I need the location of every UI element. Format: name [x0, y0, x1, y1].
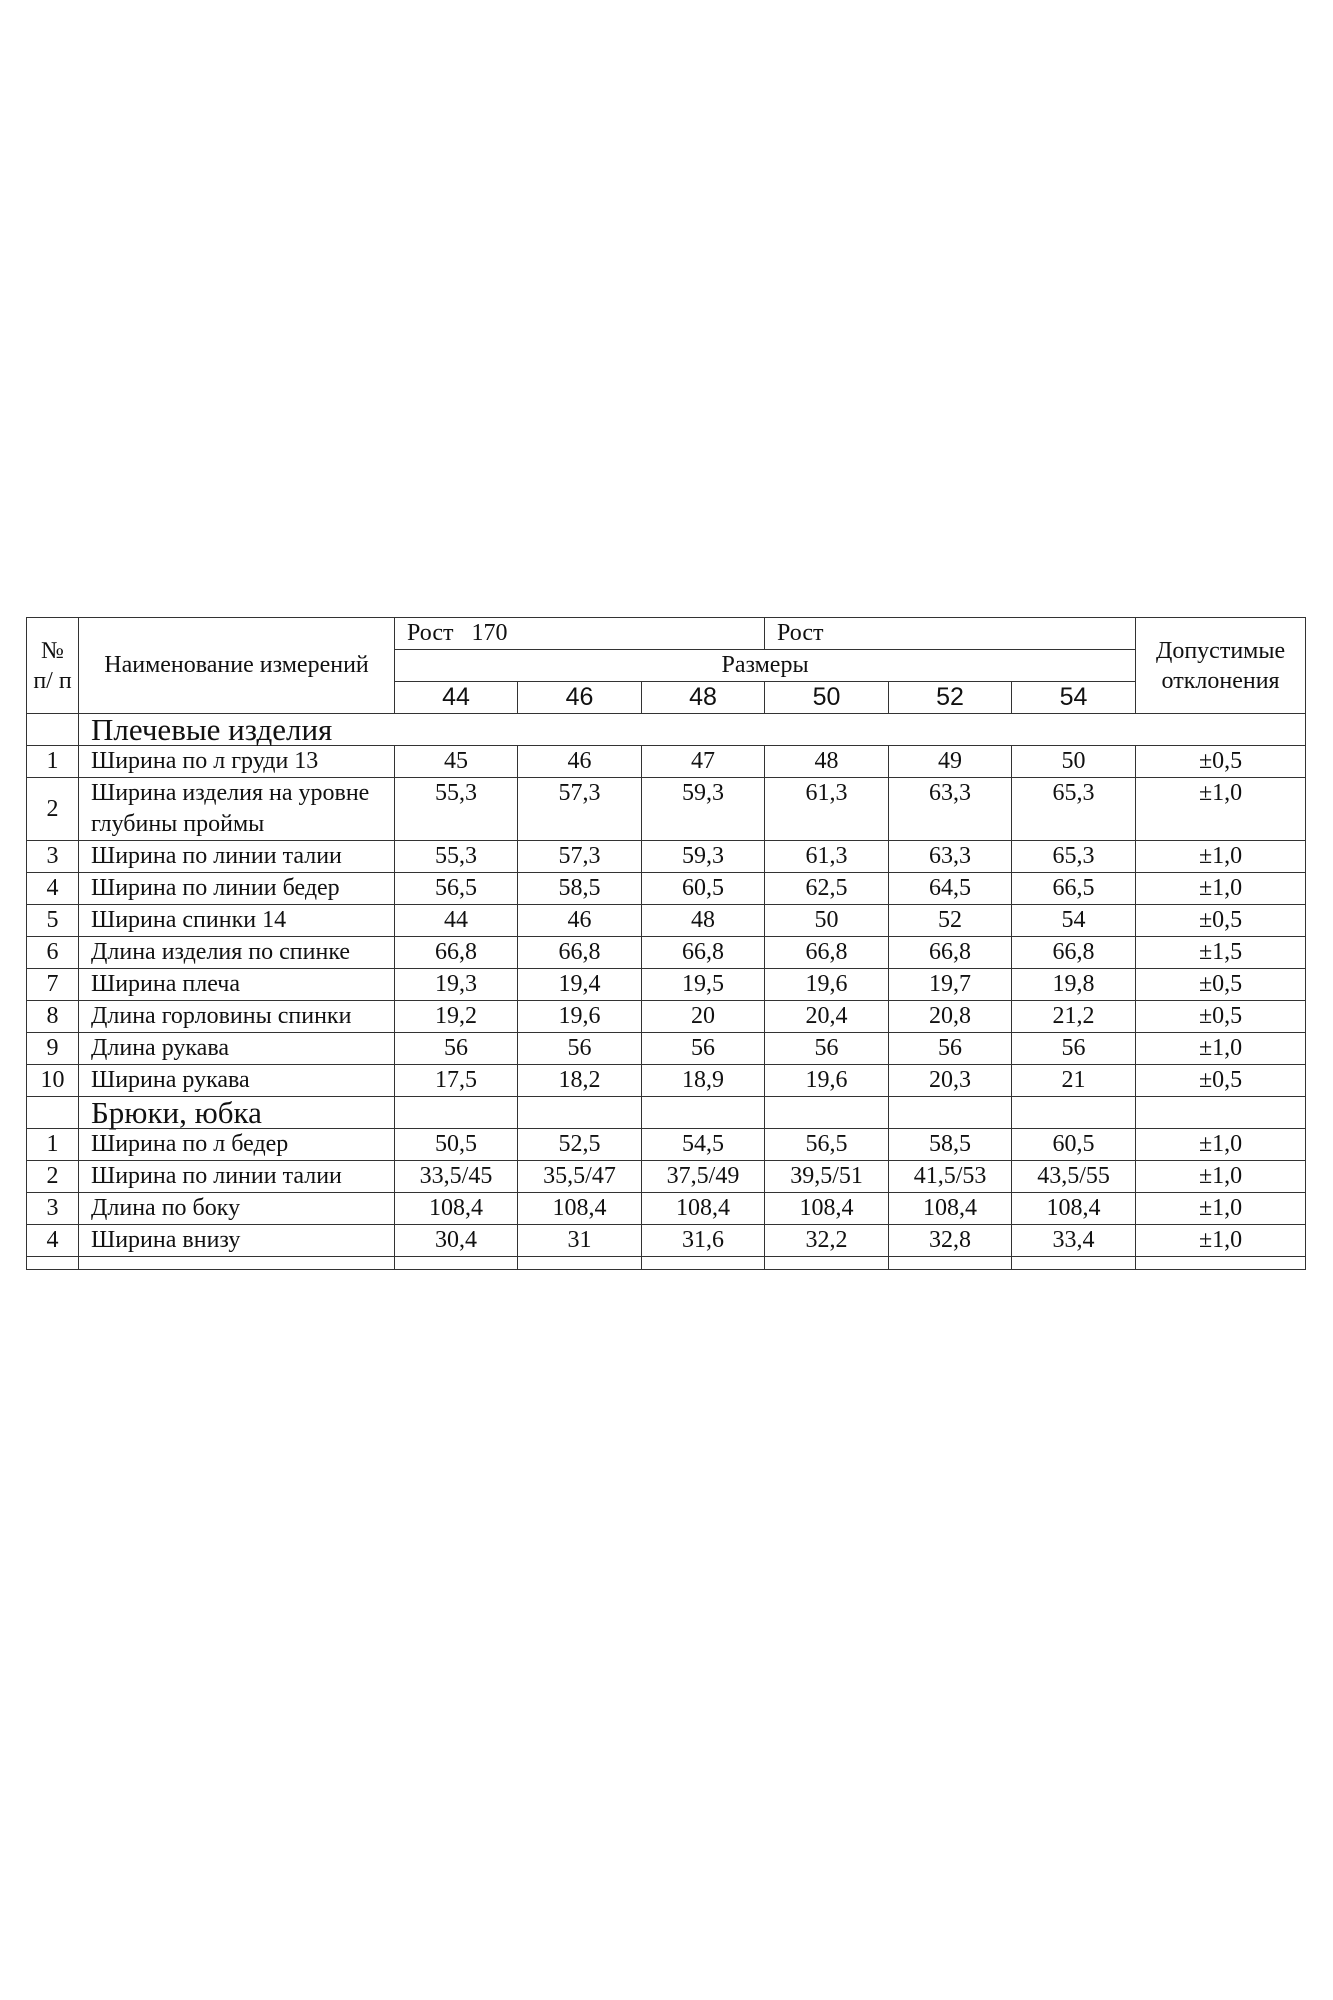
measurement-value: 59,3	[642, 778, 765, 841]
row-number: 5	[27, 905, 79, 937]
measurement-value: 63,3	[889, 841, 1012, 873]
measurement-value: 46	[518, 746, 642, 778]
tolerance-value: ±1,0	[1136, 1129, 1306, 1161]
measurement-value: 19,7	[889, 969, 1012, 1001]
tolerance-value: ±1,0	[1136, 1161, 1306, 1193]
measurement-value: 52	[889, 905, 1012, 937]
measurement-value: 108,4	[765, 1193, 889, 1225]
row-number: 2	[27, 1161, 79, 1193]
section-row	[27, 714, 1306, 746]
table-row	[27, 841, 1306, 873]
tolerance-value: ±0,5	[1136, 746, 1306, 778]
empty-cell	[1012, 1097, 1136, 1129]
measurement-value: 60,5	[642, 873, 765, 905]
empty-cell	[1136, 1097, 1306, 1129]
empty-cell	[518, 1257, 642, 1270]
measurement-value: 61,3	[765, 841, 889, 873]
measurement-value: 61,3	[765, 778, 889, 841]
measurement-value: 30,4	[395, 1225, 518, 1257]
growth-header-2: Рост	[765, 618, 1136, 650]
measurement-value: 65,3	[1012, 841, 1136, 873]
row-number: 10	[27, 1065, 79, 1097]
measurement-value: 63,3	[889, 778, 1012, 841]
row-number: 9	[27, 1033, 79, 1065]
measurement-value: 108,4	[1012, 1193, 1136, 1225]
tolerance-value: ±1,5	[1136, 937, 1306, 969]
measurement-value: 19,6	[765, 1065, 889, 1097]
measurement-value: 19,6	[518, 1001, 642, 1033]
measurement-value: 32,2	[765, 1225, 889, 1257]
tolerance-value: ±0,5	[1136, 905, 1306, 937]
cut-off-row	[27, 1257, 1306, 1270]
empty-cell	[1136, 1257, 1306, 1270]
section-row	[27, 1097, 1306, 1129]
tolerance-value: ±0,5	[1136, 1001, 1306, 1033]
header-row-growth	[27, 618, 1306, 650]
measurement-value: 48	[642, 905, 765, 937]
measurement-value: 37,5/49	[642, 1161, 765, 1193]
growth-header-1: Рост 170	[395, 618, 765, 650]
measurement-value: 31	[518, 1225, 642, 1257]
table-row	[27, 873, 1306, 905]
measurement-value: 55,3	[395, 778, 518, 841]
measurement-name: Ширина по л бедер	[79, 1129, 395, 1161]
empty-cell	[518, 1097, 642, 1129]
measurement-name: Ширина рукава	[79, 1065, 395, 1097]
tolerance-value: ±0,5	[1136, 1065, 1306, 1097]
measurement-value: 45	[395, 746, 518, 778]
table-row	[27, 1161, 1306, 1193]
tolerance-value: ±0,5	[1136, 969, 1306, 1001]
measurement-value: 65,3	[1012, 778, 1136, 841]
tolerance-value: ±1,0	[1136, 778, 1306, 841]
size-header: 44	[395, 682, 518, 714]
row-number: 4	[27, 1225, 79, 1257]
measurement-value: 43,5/55	[1012, 1161, 1136, 1193]
table-row	[27, 1065, 1306, 1097]
measurement-value: 49	[889, 746, 1012, 778]
size-table	[26, 617, 1306, 1270]
measurement-value: 60,5	[1012, 1129, 1136, 1161]
empty-cell	[79, 1257, 395, 1270]
empty-cell	[395, 1257, 518, 1270]
measurement-name: Ширина по линии талии	[79, 1161, 395, 1193]
measurement-value: 58,5	[518, 873, 642, 905]
measurement-value: 52,5	[518, 1129, 642, 1161]
measurement-value: 56,5	[395, 873, 518, 905]
row-number: 7	[27, 969, 79, 1001]
table-row	[27, 1225, 1306, 1257]
measurement-value: 32,8	[889, 1225, 1012, 1257]
measurement-value: 47	[642, 746, 765, 778]
measurement-name: Длина горловины спинки	[79, 1001, 395, 1033]
measurement-value: 19,4	[518, 969, 642, 1001]
measurement-value: 21	[1012, 1065, 1136, 1097]
measurement-value: 55,3	[395, 841, 518, 873]
measurement-value: 66,8	[642, 937, 765, 969]
empty-cell	[1012, 1257, 1136, 1270]
tolerance-value: ±1,0	[1136, 1033, 1306, 1065]
measurement-value: 66,8	[889, 937, 1012, 969]
table-row	[27, 937, 1306, 969]
measurement-value: 19,2	[395, 1001, 518, 1033]
measurement-value: 20,3	[889, 1065, 1012, 1097]
measurement-value: 108,4	[889, 1193, 1012, 1225]
measurement-value: 66,5	[1012, 873, 1136, 905]
num-header	[27, 618, 79, 714]
size-header: 48	[642, 682, 765, 714]
tolerance-value: ±1,0	[1136, 1225, 1306, 1257]
measurement-value: 56,5	[765, 1129, 889, 1161]
measurement-value: 46	[518, 905, 642, 937]
measurement-value: 50	[1012, 746, 1136, 778]
measurement-name: Длина изделия по спинке	[79, 937, 395, 969]
empty-cell	[889, 1257, 1012, 1270]
measurement-value: 18,9	[642, 1065, 765, 1097]
measurement-name: Ширина плеча	[79, 969, 395, 1001]
table-row	[27, 1033, 1306, 1065]
measurement-value: 19,6	[765, 969, 889, 1001]
name-header	[79, 618, 395, 714]
tolerance-value: ±1,0	[1136, 841, 1306, 873]
row-number: 6	[27, 937, 79, 969]
section-title: Брюки, юбка	[79, 1097, 395, 1129]
measurement-value: 19,5	[642, 969, 765, 1001]
tolerance-value: ±1,0	[1136, 1193, 1306, 1225]
sizes-header: Размеры	[395, 650, 1136, 682]
measurement-value: 44	[395, 905, 518, 937]
measurement-name: Длина по боку	[79, 1193, 395, 1225]
measurement-value: 19,3	[395, 969, 518, 1001]
measurement-value: 21,2	[1012, 1001, 1136, 1033]
measurement-name: Ширина спинки 14	[79, 905, 395, 937]
section-num-cell	[27, 714, 79, 746]
size-header: 50	[765, 682, 889, 714]
measurement-value: 54	[1012, 905, 1136, 937]
empty-cell	[765, 1257, 889, 1270]
measurement-value: 35,5/47	[518, 1161, 642, 1193]
empty-cell	[642, 1097, 765, 1129]
size-header: 46	[518, 682, 642, 714]
measurement-name: Ширина внизу	[79, 1225, 395, 1257]
measurement-value: 57,3	[518, 778, 642, 841]
measurement-value: 33,4	[1012, 1225, 1136, 1257]
measurement-value: 39,5/51	[765, 1161, 889, 1193]
measurement-value: 18,2	[518, 1065, 642, 1097]
empty-cell	[395, 1097, 518, 1129]
measurement-value: 20,4	[765, 1001, 889, 1033]
measurement-value: 56	[765, 1033, 889, 1065]
measurement-name: Ширина по линии бедер	[79, 873, 395, 905]
name-header-label: Наименование измерений	[104, 652, 369, 678]
measurement-value: 17,5	[395, 1065, 518, 1097]
size-chart	[26, 617, 1306, 1270]
measurement-value: 56	[889, 1033, 1012, 1065]
measurement-name: Ширина изделия на уровне глубины проймы	[79, 778, 395, 841]
tolerance-header	[1136, 618, 1306, 714]
row-number: 2	[27, 778, 79, 841]
section-num-cell	[27, 1097, 79, 1129]
measurement-name: Длина рукава	[79, 1033, 395, 1065]
table-row	[27, 969, 1306, 1001]
num-header-label: № п/ п	[33, 637, 72, 694]
empty-cell	[889, 1097, 1012, 1129]
measurement-value: 58,5	[889, 1129, 1012, 1161]
empty-cell	[642, 1257, 765, 1270]
measurement-value: 66,8	[395, 937, 518, 969]
measurement-value: 66,8	[1012, 937, 1136, 969]
measurement-value: 50	[765, 905, 889, 937]
measurement-value: 31,6	[642, 1225, 765, 1257]
measurement-name: Ширина по линии талии	[79, 841, 395, 873]
table-row	[27, 778, 1306, 841]
measurement-value: 54,5	[642, 1129, 765, 1161]
size-header: 52	[889, 682, 1012, 714]
measurement-value: 20	[642, 1001, 765, 1033]
table-row	[27, 1001, 1306, 1033]
measurement-name: Ширина по л груди 13	[79, 746, 395, 778]
empty-cell	[27, 1257, 79, 1270]
measurement-value: 41,5/53	[889, 1161, 1012, 1193]
measurement-value: 64,5	[889, 873, 1012, 905]
table-row	[27, 1129, 1306, 1161]
row-number: 8	[27, 1001, 79, 1033]
tolerance-header-label: Допустимые отклонения	[1155, 637, 1286, 694]
measurement-value: 57,3	[518, 841, 642, 873]
measurement-value: 62,5	[765, 873, 889, 905]
row-number: 1	[27, 746, 79, 778]
table-row	[27, 746, 1306, 778]
row-number: 1	[27, 1129, 79, 1161]
table-row	[27, 1193, 1306, 1225]
measurement-value: 108,4	[518, 1193, 642, 1225]
row-number: 4	[27, 873, 79, 905]
measurement-value: 56	[1012, 1033, 1136, 1065]
measurement-value: 56	[518, 1033, 642, 1065]
measurement-value: 50,5	[395, 1129, 518, 1161]
row-number: 3	[27, 841, 79, 873]
measurement-value: 33,5/45	[395, 1161, 518, 1193]
measurement-value: 20,8	[889, 1001, 1012, 1033]
measurement-value: 108,4	[395, 1193, 518, 1225]
measurement-value: 59,3	[642, 841, 765, 873]
measurement-value: 48	[765, 746, 889, 778]
table-row	[27, 905, 1306, 937]
measurement-value: 56	[395, 1033, 518, 1065]
measurement-value: 19,8	[1012, 969, 1136, 1001]
measurement-value: 66,8	[765, 937, 889, 969]
measurement-value: 56	[642, 1033, 765, 1065]
tolerance-value: ±1,0	[1136, 873, 1306, 905]
measurement-value: 108,4	[642, 1193, 765, 1225]
row-number: 3	[27, 1193, 79, 1225]
measurement-value: 66,8	[518, 937, 642, 969]
section-title: Плечевые изделия	[79, 714, 1306, 746]
size-header: 54	[1012, 682, 1136, 714]
empty-cell	[765, 1097, 889, 1129]
